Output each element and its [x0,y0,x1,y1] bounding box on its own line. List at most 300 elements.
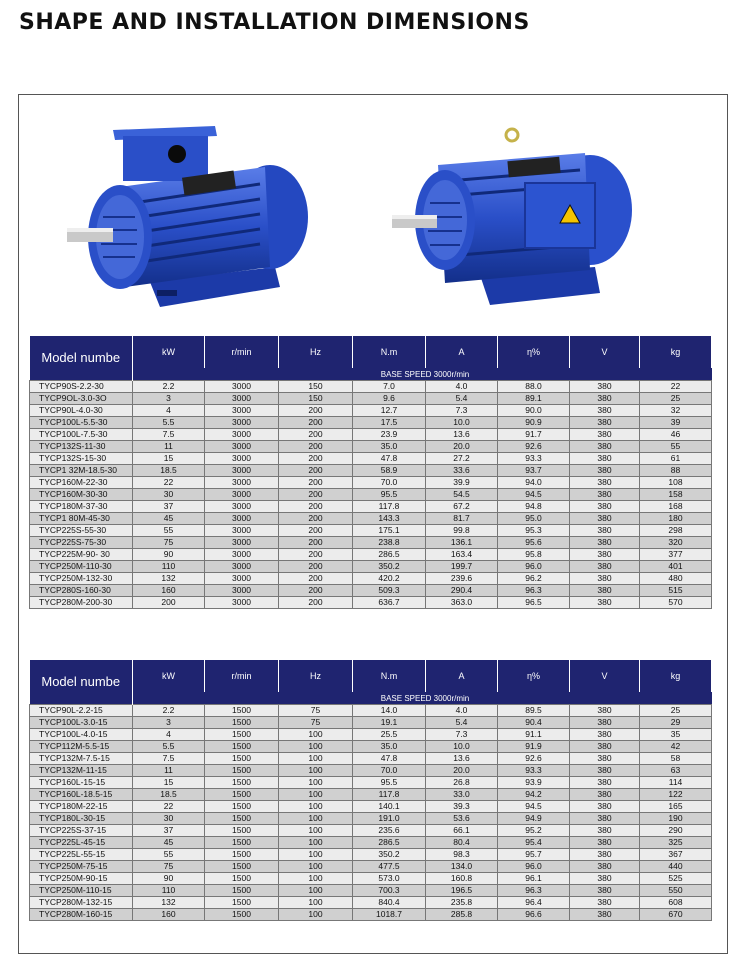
cell-value: 25.5 [353,729,426,741]
cell-value: 92.6 [498,753,570,765]
cell-model: TYCP250M-90-15 [30,873,133,885]
table-header-row [30,660,712,692]
cell-value: 380 [570,801,640,813]
cell-value: 98.3 [426,849,498,861]
cell-value: 66.1 [426,825,498,837]
cell-value: 4 [133,729,205,741]
table-row [30,741,712,753]
header-rpm: r/min [205,336,279,368]
cell-value: 477.5 [353,861,426,873]
cell-value: 200 [279,597,353,609]
cell-model: TYCP132S-15-30 [30,453,133,465]
cell-value: 200 [279,417,353,429]
cell-value: 47.8 [353,453,426,465]
table-row [30,537,712,549]
header-eff: η% [498,660,570,692]
cell-value: 95.0 [498,513,570,525]
cell-value: 200 [279,549,353,561]
table-row [30,753,712,765]
table-row [30,729,712,741]
cell-value: 367 [640,849,712,861]
cell-value: 608 [640,897,712,909]
page-title: SHAPE AND INSTALLATION DIMENSIONS [19,10,530,35]
cell-model: TYCP90L-4.0-30 [30,405,133,417]
cell-value: 180 [640,513,712,525]
table-row [30,381,712,393]
cell-value: 3000 [205,417,279,429]
cell-value: 380 [570,549,640,561]
cell-value: 96.1 [498,873,570,885]
cell-value: 380 [570,897,640,909]
cell-value: 3000 [205,441,279,453]
cell-value: 13.6 [426,429,498,441]
cell-value: 39 [640,417,712,429]
cell-model: TYCP160M-22-30 [30,477,133,489]
cell-value: 96.5 [498,597,570,609]
cell-value: 3000 [205,429,279,441]
cell-value: 380 [570,765,640,777]
cell-value: 480 [640,573,712,585]
cell-value: 290 [640,825,712,837]
cell-value: 100 [279,741,353,753]
cell-value: 200 [279,537,353,549]
table-row [30,477,712,489]
cell-value: 11 [133,441,205,453]
cell-value: 191.0 [353,813,426,825]
cell-value: 100 [279,813,353,825]
table-row [30,489,712,501]
cell-value: 1500 [205,885,279,897]
cell-value: 26.8 [426,777,498,789]
cell-value: 380 [570,465,640,477]
cell-value: 33.0 [426,789,498,801]
cell-value: 509.3 [353,585,426,597]
cell-value: 286.5 [353,837,426,849]
cell-value: 200 [279,441,353,453]
cell-value: 160 [133,909,205,921]
cell-value: 380 [570,873,640,885]
cell-value: 75 [279,717,353,729]
cell-value: 136.1 [426,537,498,549]
cell-model: TYCP250M-110-30 [30,561,133,573]
cell-value: 515 [640,585,712,597]
cell-value: 380 [570,741,640,753]
cell-model: TYCP90S-2.2-30 [30,381,133,393]
cell-model: TYCP132M-7.5-15 [30,753,133,765]
table-row [30,885,712,897]
table-row [30,837,712,849]
cell-value: 22 [133,801,205,813]
cell-value: 134.0 [426,861,498,873]
cell-value: 9.6 [353,393,426,405]
cell-value: 380 [570,489,640,501]
cell-value: 37 [133,501,205,513]
cell-value: 75 [133,537,205,549]
cell-value: 94.2 [498,789,570,801]
cell-value: 380 [570,453,640,465]
cell-model: TYCP225M-90- 30 [30,549,133,561]
cell-value: 1500 [205,873,279,885]
cell-model: TYCP100L-3.0-15 [30,717,133,729]
cell-value: 290.4 [426,585,498,597]
spec-table-1500 [29,660,712,921]
motor-image-right [390,125,640,310]
cell-value: 100 [279,861,353,873]
cell-value: 239.6 [426,573,498,585]
cell-value: 380 [570,429,640,441]
cell-value: 200 [279,525,353,537]
header-hz: Hz [279,660,353,692]
cell-value: 58.9 [353,465,426,477]
cell-value: 100 [279,909,353,921]
table-row [30,765,712,777]
cell-value: 22 [133,477,205,489]
cell-value: 200 [279,405,353,417]
cell-value: 55 [133,849,205,861]
cell-value: 3000 [205,585,279,597]
cell-value: 54.5 [426,489,498,501]
motor-image-left [65,122,315,317]
cell-value: 3000 [205,537,279,549]
cell-value: 420.2 [353,573,426,585]
header-rpm: r/min [205,660,279,692]
header-kg: kg [640,336,712,368]
cell-value: 286.5 [353,549,426,561]
cell-value: 380 [570,585,640,597]
cell-value: 1500 [205,861,279,873]
cell-value: 158 [640,489,712,501]
table-row [30,501,712,513]
cell-value: 10.0 [426,417,498,429]
cell-value: 380 [570,525,640,537]
cell-value: 200 [279,513,353,525]
cell-value: 95.6 [498,537,570,549]
cell-value: 25 [640,705,712,717]
cell-value: 143.3 [353,513,426,525]
cell-value: 573.0 [353,873,426,885]
cell-value: 55 [640,441,712,453]
cell-value: 17.5 [353,417,426,429]
table-row [30,513,712,525]
cell-value: 380 [570,441,640,453]
cell-value: 1500 [205,789,279,801]
cell-value: 3000 [205,597,279,609]
cell-value: 108 [640,477,712,489]
cell-model: TYCP132M-11-15 [30,765,133,777]
cell-value: 100 [279,729,353,741]
cell-value: 23.9 [353,429,426,441]
cell-value: 5.4 [426,393,498,405]
table-row [30,861,712,873]
cell-value: 96.4 [498,897,570,909]
cell-value: 100 [279,837,353,849]
cell-model: TYCP100L-5.5-30 [30,417,133,429]
cell-value: 94.8 [498,501,570,513]
cell-value: 100 [279,897,353,909]
cell-value: 200 [279,429,353,441]
table-row [30,909,712,921]
header-hz: Hz [279,336,353,368]
cell-value: 235.8 [426,897,498,909]
table-row [30,585,712,597]
cell-value: 165 [640,801,712,813]
cell-value: 35.0 [353,441,426,453]
cell-value: 114 [640,777,712,789]
cell-model: TYCP112M-5.5-15 [30,741,133,753]
cell-value: 94.0 [498,477,570,489]
header-kw: kW [133,660,205,692]
header-nm: N.m [353,660,426,692]
cell-value: 32 [640,405,712,417]
cell-value: 7.3 [426,729,498,741]
cell-value: 96.6 [498,909,570,921]
header-v: V [570,660,640,692]
cell-value: 15 [133,777,205,789]
cell-value: 163.4 [426,549,498,561]
cell-value: 96.3 [498,885,570,897]
cell-model: TYCP280M-160-15 [30,909,133,921]
cell-value: 350.2 [353,561,426,573]
cell-value: 132 [133,573,205,585]
cell-value: 55 [133,525,205,537]
cell-value: 29 [640,717,712,729]
cell-value: 1500 [205,741,279,753]
table-row [30,873,712,885]
cell-value: 1500 [205,717,279,729]
table-row [30,405,712,417]
cell-value: 1500 [205,849,279,861]
cell-value: 380 [570,597,640,609]
cell-value: 380 [570,837,640,849]
cell-value: 110 [133,885,205,897]
cell-model: TYCP180M-37-30 [30,501,133,513]
table-row [30,801,712,813]
cell-value: 89.5 [498,705,570,717]
cell-value: 380 [570,477,640,489]
table-row [30,441,712,453]
cell-model: TYCP250M-75-15 [30,861,133,873]
cell-value: 1500 [205,909,279,921]
cell-value: 14.0 [353,705,426,717]
header-kg: kg [640,660,712,692]
cell-value: 200 [279,477,353,489]
cell-value: 90 [133,549,205,561]
cell-value: 380 [570,381,640,393]
cell-value: 110 [133,561,205,573]
cell-value: 3000 [205,525,279,537]
cell-value: 53.6 [426,813,498,825]
cell-value: 94.5 [498,489,570,501]
cell-value: 380 [570,825,640,837]
cell-value: 5.5 [133,741,205,753]
cell-value: 1500 [205,753,279,765]
cell-value: 380 [570,777,640,789]
base-speed-label: BASE SPEED 3000r/min [353,368,498,381]
cell-value: 20.0 [426,765,498,777]
cell-value: 90.4 [498,717,570,729]
header-nm: N.m [353,336,426,368]
cell-value: 440 [640,861,712,873]
table-row [30,813,712,825]
table-header-row [30,336,712,368]
cell-value: 525 [640,873,712,885]
cell-value: 91.1 [498,729,570,741]
cell-value: 5.4 [426,717,498,729]
cell-model: TYCP132S-11-30 [30,441,133,453]
cell-value: 75 [279,705,353,717]
cell-value: 99.8 [426,525,498,537]
cell-value: 93.3 [498,453,570,465]
cell-value: 840.4 [353,897,426,909]
table-row [30,777,712,789]
cell-value: 18.5 [133,789,205,801]
cell-value: 63 [640,765,712,777]
cell-value: 200 [279,501,353,513]
cell-value: 45 [133,837,205,849]
cell-value: 93.7 [498,465,570,477]
cell-value: 20.0 [426,441,498,453]
cell-value: 58 [640,753,712,765]
table-row [30,897,712,909]
table-row [30,573,712,585]
table-row [30,717,712,729]
cell-value: 3000 [205,465,279,477]
cell-value: 3000 [205,477,279,489]
cell-value: 90 [133,873,205,885]
table-row [30,849,712,861]
table-row [30,429,712,441]
cell-value: 380 [570,405,640,417]
cell-value: 100 [279,873,353,885]
cell-value: 95.3 [498,525,570,537]
table-row [30,561,712,573]
cell-value: 7.0 [353,381,426,393]
cell-value: 90.0 [498,405,570,417]
cell-value: 235.6 [353,825,426,837]
table-row [30,549,712,561]
cell-value: 1500 [205,825,279,837]
cell-value: 1500 [205,837,279,849]
cell-value: 10.0 [426,741,498,753]
cell-value: 39.3 [426,801,498,813]
cell-value: 1500 [205,729,279,741]
cell-model: TYCP280S-160-30 [30,585,133,597]
cell-value: 320 [640,537,712,549]
cell-value: 298 [640,525,712,537]
cell-model: TYCP225L-55-15 [30,849,133,861]
cell-value: 4.0 [426,381,498,393]
cell-value: 380 [570,501,640,513]
cell-value: 636.7 [353,597,426,609]
cell-value: 550 [640,885,712,897]
cell-value: 3000 [205,381,279,393]
table-row [30,825,712,837]
cell-value: 117.8 [353,501,426,513]
cell-value: 100 [279,825,353,837]
cell-value: 380 [570,861,640,873]
cell-value: 380 [570,885,640,897]
cell-model: TYCP160L-15-15 [30,777,133,789]
cell-model: TYCP100L-7.5-30 [30,429,133,441]
cell-value: 200 [279,465,353,477]
cell-value: 15 [133,453,205,465]
table-row [30,393,712,405]
cell-model: TYCP225S-55-30 [30,525,133,537]
cell-value: 13.6 [426,753,498,765]
cell-value: 160 [133,585,205,597]
cell-value: 33.6 [426,465,498,477]
cell-model: TYCP1 32M-18.5-30 [30,465,133,477]
cell-value: 1500 [205,897,279,909]
cell-value: 401 [640,561,712,573]
cell-value: 95.5 [353,777,426,789]
cell-value: 91.7 [498,429,570,441]
cell-value: 380 [570,813,640,825]
cell-value: 3000 [205,513,279,525]
cell-value: 4 [133,405,205,417]
cell-value: 3000 [205,453,279,465]
cell-value: 89.1 [498,393,570,405]
table-row [30,417,712,429]
cell-value: 3000 [205,489,279,501]
cell-value: 190 [640,813,712,825]
cell-value: 75 [133,861,205,873]
cell-value: 18.5 [133,465,205,477]
cell-value: 88 [640,465,712,477]
cell-value: 100 [279,777,353,789]
cell-value: 2.2 [133,381,205,393]
cell-value: 11 [133,765,205,777]
cell-value: 25 [640,393,712,405]
cell-value: 570 [640,597,712,609]
cell-value: 377 [640,549,712,561]
cell-value: 168 [640,501,712,513]
cell-value: 196.5 [426,885,498,897]
table-subheader-row [30,368,712,381]
cell-value: 350.2 [353,849,426,861]
cell-value: 100 [279,849,353,861]
cell-value: 30 [133,813,205,825]
table-row [30,705,712,717]
cell-value: 1018.7 [353,909,426,921]
cell-value: 81.7 [426,513,498,525]
cell-value: 47.8 [353,753,426,765]
cell-value: 670 [640,909,712,921]
cell-value: 90.9 [498,417,570,429]
header-eff: η% [498,336,570,368]
cell-value: 3000 [205,393,279,405]
cell-value: 175.1 [353,525,426,537]
cell-value: 5.5 [133,417,205,429]
cell-value: 100 [279,753,353,765]
cell-value: 150 [279,393,353,405]
cell-value: 100 [279,789,353,801]
cell-value: 94.5 [498,801,570,813]
cell-value: 7.5 [133,429,205,441]
cell-value: 122 [640,789,712,801]
cell-value: 200 [133,597,205,609]
cell-value: 1500 [205,813,279,825]
cell-value: 95.7 [498,849,570,861]
cell-value: 35.0 [353,741,426,753]
cell-value: 3000 [205,405,279,417]
header-model: Model numbe [30,660,133,705]
cell-value: 117.8 [353,789,426,801]
cell-model: TYCP1 80M-45-30 [30,513,133,525]
cell-value: 95.8 [498,549,570,561]
cell-value: 3000 [205,573,279,585]
table-row [30,465,712,477]
